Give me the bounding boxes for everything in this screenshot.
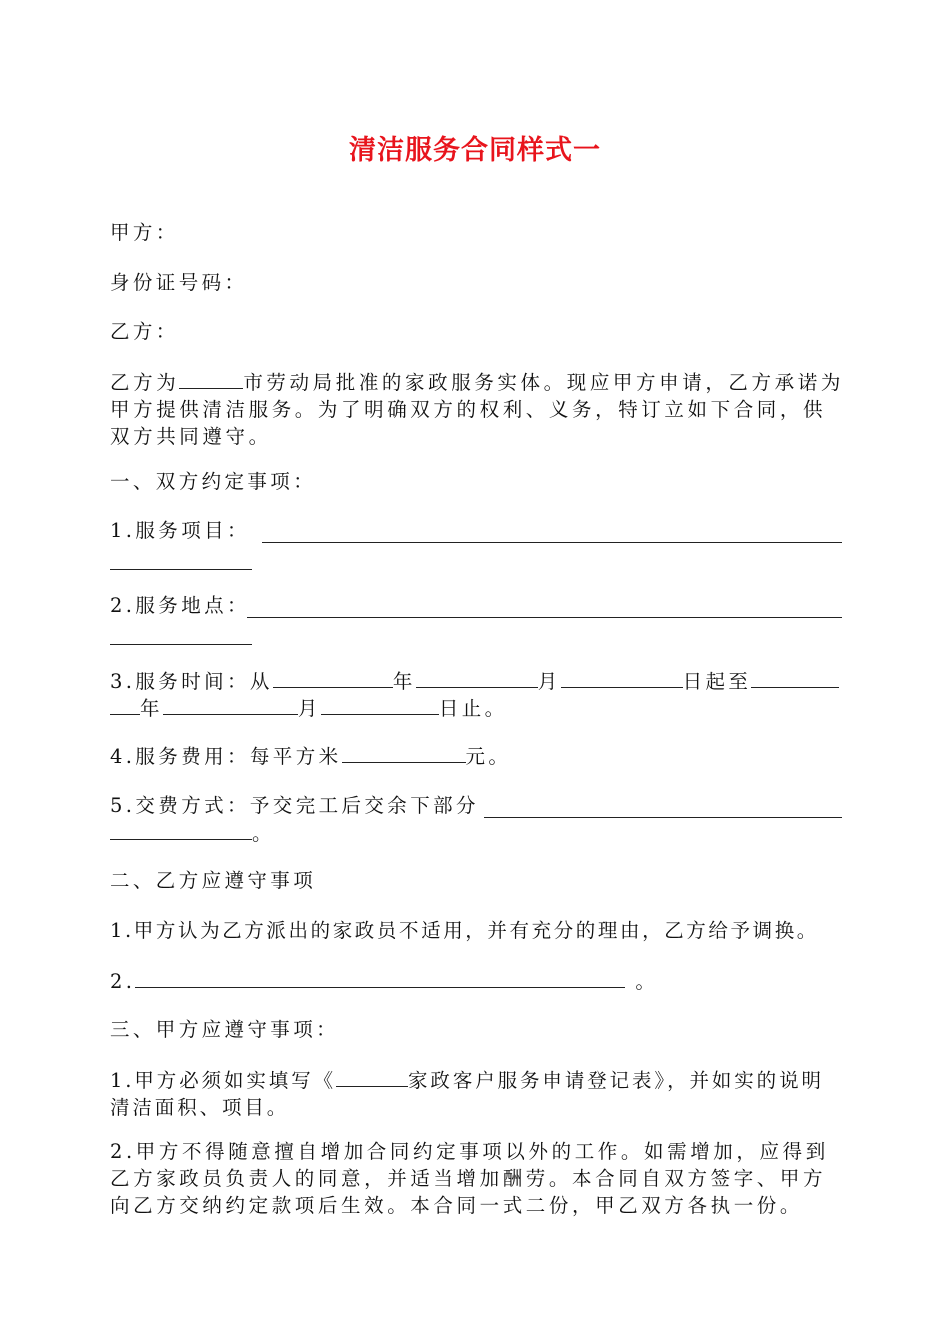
end-day-blank (321, 694, 439, 715)
section-3-heading: 三、甲方应遵守事项： (110, 1018, 340, 1041)
party-b-duty-2-label: 2. (110, 970, 136, 993)
service-fee-row (110, 742, 845, 770)
start-month-unit: 月 (537, 670, 561, 693)
city-blank (179, 368, 243, 389)
document-title: 清洁服务合同样式一 (349, 135, 601, 166)
company-blank (336, 1066, 408, 1087)
service-time-label: 3.服务时间：从 (110, 670, 273, 693)
party-a-duty-1 (110, 1066, 845, 1121)
start-year-blank (273, 667, 393, 688)
service-item-blank-cont (110, 569, 252, 570)
party-b-duty-2-end: 。 (635, 970, 659, 993)
service-location-label: 2.服务地点： (110, 594, 250, 617)
payment-end: 。 (252, 822, 275, 845)
end-year-blank-cont (110, 694, 140, 715)
section-1-heading: 一、双方约定事项： (110, 470, 317, 493)
service-item-blank (262, 542, 842, 543)
end-year-blank (751, 667, 839, 688)
service-location-blank-cont (110, 644, 252, 645)
fee-blank (342, 742, 466, 763)
end-month-blank (163, 694, 298, 715)
service-time-row (110, 667, 845, 721)
service-location-row (110, 592, 845, 646)
end-month-unit: 月 (297, 697, 321, 720)
payment-blank (484, 817, 842, 818)
party-b-label: 乙方： (110, 320, 179, 343)
start-year-unit: 年 (392, 670, 416, 693)
end-year-unit: 年 (140, 697, 163, 720)
intro-text-2: 市劳动局批准的家政服务实体。现应甲方申请，乙方承诺为甲方提供清洁服务。为了明确双方的权利、义务，特订立如下合同，供双方共同遵守。 (110, 371, 844, 448)
party-a-duty-1-text-a: 1.甲方必须如实填写《 (110, 1069, 337, 1092)
start-day-blank (561, 667, 683, 688)
party-b-duty-1: 1.甲方认为乙方派出的家政员不适用，并有充分的理由，乙方给予调换。 (110, 919, 819, 942)
id-number-label: 身份证号码： (110, 271, 248, 294)
section-2-heading: 二、乙方应遵守事项 (110, 869, 317, 892)
end-day-unit: 日止。 (438, 697, 508, 720)
fee-unit: 元。 (465, 745, 512, 768)
start-month-blank (416, 667, 538, 688)
party-b-duty-2-blank (135, 967, 625, 988)
intro-paragraph (110, 368, 845, 450)
service-fee-label: 4.服务费用：每平方米 (110, 745, 342, 768)
party-a-duty-1-text-b: 家政客户服务申请登记表》，并如实的说明清洁面积、项目。 (110, 1069, 824, 1119)
service-item-row (110, 517, 845, 571)
service-location-blank (247, 617, 842, 618)
service-item-label: 1.服务项目： (110, 519, 250, 542)
party-b-duty-2-row (110, 967, 845, 995)
payment-method-label: 5.交费方式：予交完工后交余下部分 (110, 794, 479, 817)
party-a-duty-2: 2.甲方不得随意擅自增加合同约定事项以外的工作。如需增加，应得到乙方家政员负责人的同意，并适当增加酬劳。本合同自双方签字、甲方向乙方交纳约定款项后生效。本合同一式二份，甲乙双方各执一份。 (110, 1140, 829, 1217)
start-day-unit: 日起至 (682, 670, 752, 693)
payment-blank-cont (110, 819, 252, 840)
payment-method-row (110, 792, 845, 846)
party-a-label: 甲方： (110, 221, 179, 244)
intro-text-1: 乙方为 (110, 371, 180, 394)
